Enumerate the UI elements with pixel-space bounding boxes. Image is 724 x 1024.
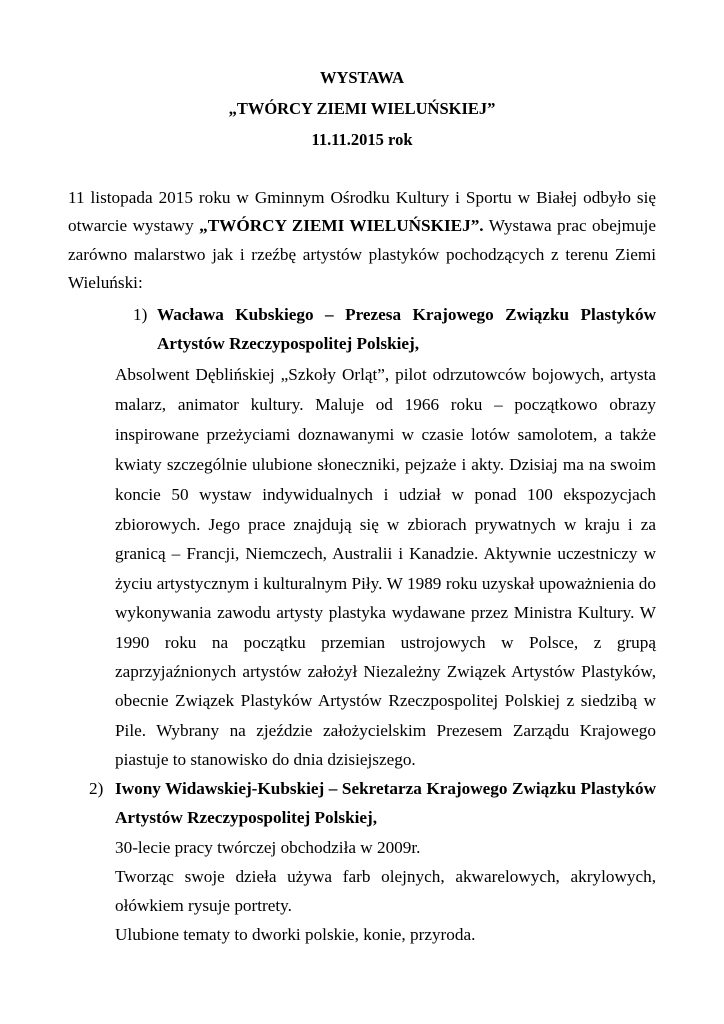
item-1-text-line: koncie 50 wystaw indywidualnych i udział w ponad 100 ekspozycjach bbox=[115, 485, 656, 504]
intro-text-cont: Wystawa prac obejmuje bbox=[483, 216, 656, 235]
item-1-text-line: malarz, animator kultury. Maluje od 1966 roku – początkowo obrazy bbox=[115, 395, 656, 414]
item-1-number: 1) bbox=[133, 305, 148, 324]
item-2-heading-line-2: Artystów Rzeczypospolitej Polskiej, bbox=[115, 808, 378, 827]
exhibition-title: „TWÓRCY ZIEMI WIELUŃSKIEJ” bbox=[228, 99, 496, 118]
item-1-text-line: obecnie Związek Plastyków Artystów Rzeczpospolitej Polskiej z siedzibą w bbox=[115, 691, 656, 710]
intro-line-4: Wieluński: bbox=[68, 273, 143, 292]
item-1-text-line: zaprzyjaźnionych artystów założył Niezależny Związek Artystów Plastyków, bbox=[115, 662, 656, 681]
item-2-heading-line-1: Iwony Widawskiej-Kubskiej – Sekretarza Krajowego Związku Plastyków bbox=[115, 779, 656, 798]
item-1-text-line: piastuje to stanowisko do dnia dzisiejszego. bbox=[115, 750, 416, 769]
exhibition-date: 11.11.2015 rok bbox=[311, 130, 413, 149]
item-1-text-line: kwiaty szczególnie ulubione słoneczniki, pejzaże i akty. Dzisiaj ma na swoim bbox=[115, 455, 656, 474]
item-1-text-line: wykonywania zawodu artysty plastyka wydawane przez Ministra Kultury. W bbox=[115, 603, 656, 622]
item-1-text-line: 1990 roku na początku przemian ustrojowych w Polsce, z grupą bbox=[115, 633, 656, 652]
item-1-text-line: życiu artystycznym i kulturalnym Piły. W 1989 roku uzyskał upoważnienia do bbox=[115, 574, 656, 593]
item-1-text-line: inspirowane przeżyciami doznawanymi w czasie lotów samolotem, a także bbox=[115, 425, 656, 444]
item-1-heading-line-1: Wacława Kubskiego – Prezesa Krajowego Związku Plastyków bbox=[157, 305, 656, 324]
intro-line-2 bbox=[68, 214, 656, 238]
intro-text: otwarcie wystawy bbox=[68, 216, 200, 235]
item-1-text-line: Absolwent Dęblińskiej „Szkoły Orląt”, pilot odrzutowców bojowych, artysta bbox=[115, 365, 656, 384]
intro-line-1: 11 listopada 2015 roku w Gminnym Ośrodku Kultury i Sportu w Białej odbyło się bbox=[68, 188, 656, 207]
item-2-text-line: ołówkiem rysuje portrety. bbox=[115, 896, 292, 915]
item-1-text-line: Pile. Wybrany na zjeździe założycielskim Prezesem Zarządu Krajowego bbox=[115, 721, 656, 740]
item-2-number: 2) bbox=[89, 779, 104, 798]
item-2-text-line: Ulubione tematy to dworki polskie, konie, przyroda. bbox=[115, 925, 476, 944]
item-2-text-line: 30-lecie pracy twórczej obchodziła w 2009r. bbox=[115, 838, 421, 857]
exhibition-label: WYSTAWA bbox=[319, 68, 405, 87]
item-1-text-line: granicą – Francji, Niemczech, Australii i Kanadzie. Aktywnie uczestniczy w bbox=[115, 544, 656, 563]
item-1-text-line: zbiorowych. Jego prace znajdują się w zbiorach prywatnych w kraju i za bbox=[115, 515, 656, 534]
intro-line-3: zarówno malarstwo jak i rzeźbę artystów plastyków pochodzących z terenu Ziemi bbox=[68, 245, 656, 264]
item-2-text-line: Tworząc swoje dzieła używa farb olejnych, akwarelowych, akrylowych, bbox=[115, 867, 656, 886]
intro-title-bold: „TWÓRCY ZIEMI WIELUŃSKIEJ”. bbox=[199, 216, 484, 235]
item-1-heading-line-2: Artystów Rzeczypospolitej Polskiej, bbox=[157, 334, 420, 353]
